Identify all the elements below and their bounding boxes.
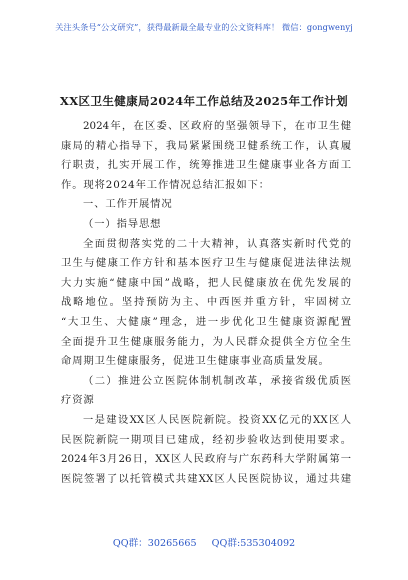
subsection-heading: （一）指导思想: [83, 217, 162, 230]
footer-contacts: [0, 535, 408, 549]
header-banner: 关注头条号“公文研究”，获得最新最全最专业的公文资料库！ 微信：gongwenyj: [55, 22, 353, 32]
paragraph-line: 民医院新院一期项目已建成，经初步验收达到使用要求。: [61, 433, 351, 446]
footer-qq-group-1: QQ群：30265665: [112, 538, 197, 549]
subsection-heading: （二）推进公立医院体制机制改革，承接省级优质医: [83, 374, 351, 387]
paragraph-line: 2024年，在区委、区政府的坚强领导下，在市卫生健: [83, 120, 351, 132]
paragraph-line: 康局的精心指导下，我局紧紧围绕卫健系统工作，认真履: [61, 139, 351, 152]
paragraph-line: 医院签署了以托管模式共建XX区人民医院协议，通过共建: [61, 472, 351, 485]
document-title: XX区卫生健康局2024年工作总结及2025年工作计划: [59, 94, 349, 108]
paragraph-line: 战略地位。坚持预防为主、中西医并重方针，牢固树立: [61, 296, 351, 309]
paragraph-line: 全面贯彻落实党的二十大精神，认真落实新时代党的: [83, 237, 351, 250]
paragraph-line: “大卫生、大健康”理念，进一步优化卫生健康资源配置: [61, 315, 351, 328]
subsection-heading-cont: 疗资源: [61, 394, 95, 407]
paragraph-line: 行职责，扎实开展工作，统筹推进卫生健康事业各方面工: [61, 159, 351, 172]
footer-qq-group-2: QQ群:535304092: [211, 538, 296, 549]
document-body: [61, 117, 351, 489]
paragraph-line: 命周期卫生健康服务，促进卫生健康事业高质量发展。: [61, 355, 330, 368]
paragraph-line: 卫生与健康工作方针和基本医疗卫生与健康促进法律法规: [61, 257, 351, 270]
paragraph-line: 作。现将2024年工作情况总结汇报如下：: [61, 178, 270, 191]
section-heading: 一、工作开展情况: [83, 198, 173, 211]
paragraph-line: 2024年3月26日，XX区人民政府与广东药科大学附属第一: [61, 453, 351, 466]
paragraph-line: 全面提升卫生健康服务能力，为人民群众提供全方位全生: [61, 335, 351, 348]
paragraph-line: 大力实施“健康中国”战略，把人民健康放在优先发展的: [61, 276, 351, 289]
paragraph-line: 一是建设XX区人民医院新院。投资XX亿元的XX区人: [83, 413, 351, 426]
